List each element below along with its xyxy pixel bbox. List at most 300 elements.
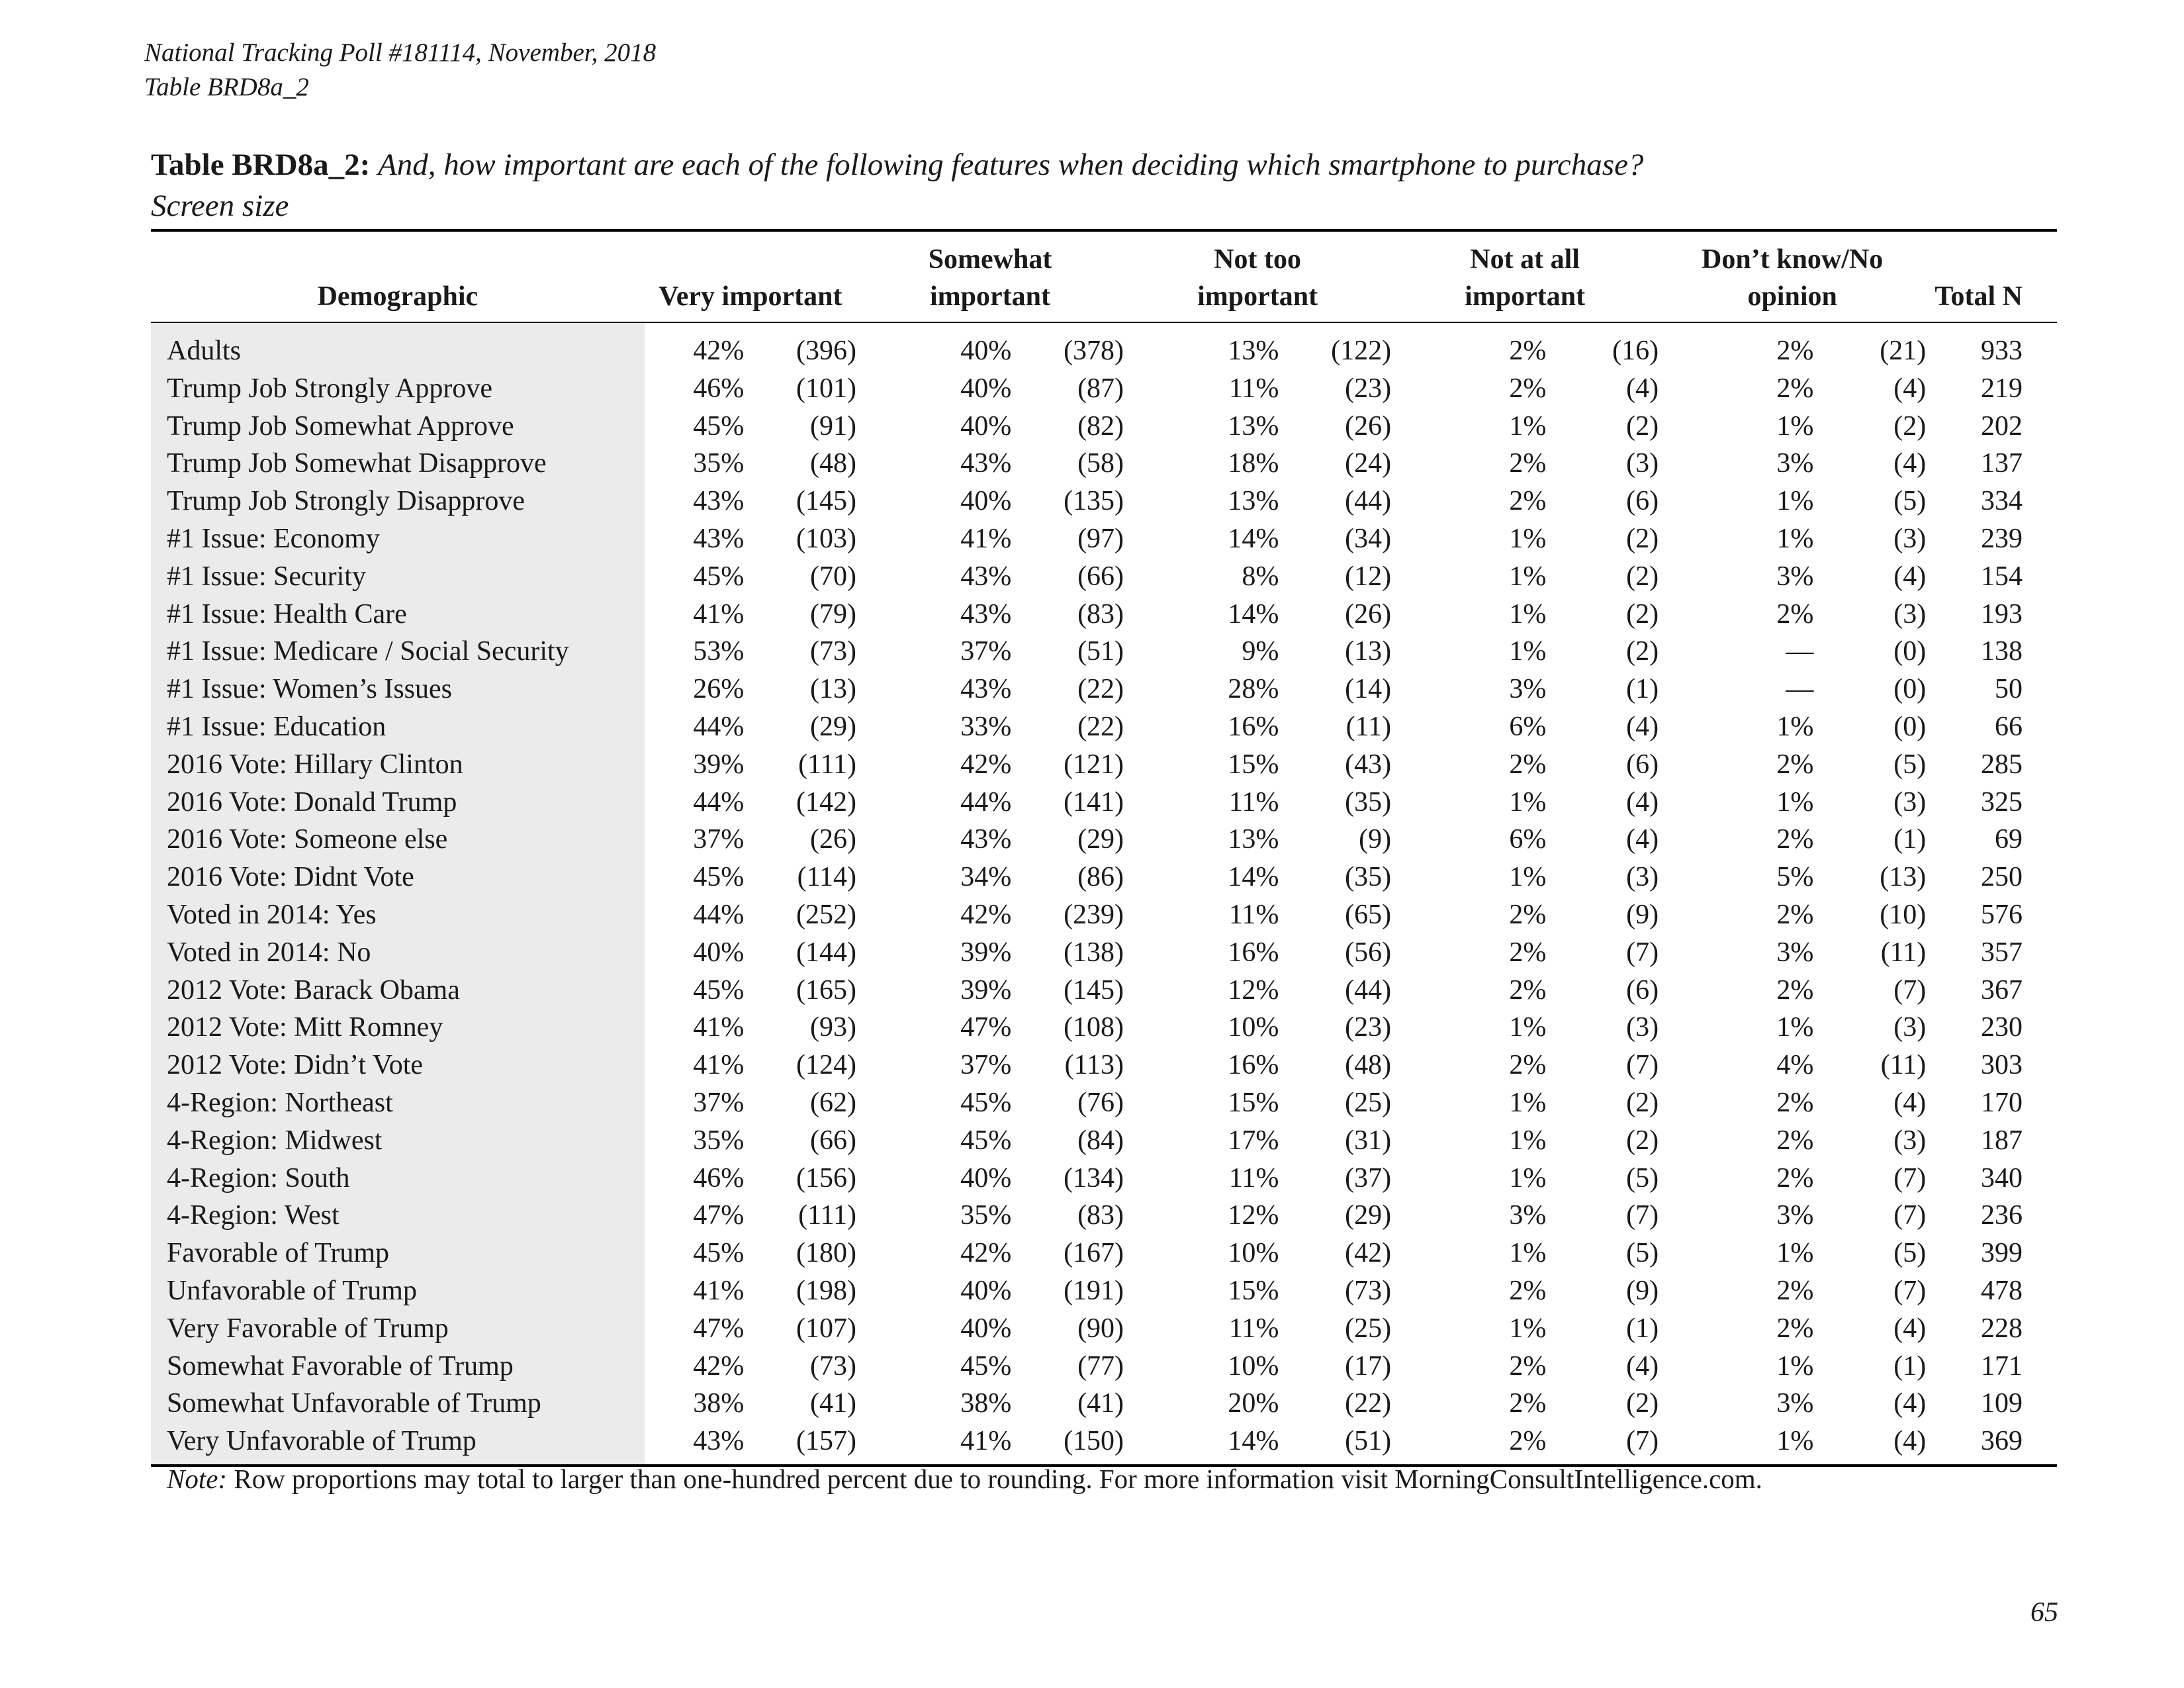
total-n-cell: 171 — [1981, 1350, 2023, 1382]
demographic-cell: 2012 Vote: Didn’t Vote — [151, 1047, 645, 1084]
not-too-important-count: (17) — [1345, 1350, 1392, 1382]
total-n-cell: 369 — [1981, 1426, 2023, 1457]
very-important-count: (144) — [796, 937, 856, 968]
table-row — [151, 1047, 2057, 1084]
table-row — [151, 1348, 2057, 1385]
dont-know-pct: 2% — [1776, 336, 1814, 366]
demographic-cell: 4-Region: Midwest — [151, 1122, 645, 1160]
dont-know-count: (5) — [1893, 486, 1927, 517]
somewhat-important-pct: 40% — [960, 486, 1012, 517]
not-too-important-pct: 13% — [1228, 336, 1279, 366]
total-n-cell: 367 — [1981, 974, 2023, 1006]
total-n-cell: 187 — [1981, 1125, 2023, 1156]
not-too-important-count: (9) — [1359, 824, 1392, 855]
not-too-important-count: (25) — [1345, 1087, 1392, 1118]
not-at-all-important-count: (7) — [1626, 937, 1659, 968]
not-at-all-important-count: (2) — [1626, 523, 1659, 554]
somewhat-important-pct: 43% — [960, 448, 1012, 479]
total-n-cell: 303 — [1981, 1050, 2023, 1081]
dont-know-count: (0) — [1893, 674, 1927, 705]
not-at-all-important-pct: 2% — [1509, 486, 1547, 517]
total-n-cell: 325 — [1981, 786, 2023, 818]
not-too-important-pct: 14% — [1228, 1426, 1279, 1457]
very-important-count: (29) — [810, 711, 856, 742]
somewhat-important-count: (82) — [1077, 410, 1124, 442]
somewhat-important-count: (87) — [1077, 373, 1124, 404]
somewhat-important-pct: 40% — [960, 1162, 1012, 1194]
demographic-cell: Adults — [151, 322, 645, 370]
not-too-important-pct: 12% — [1228, 1200, 1279, 1231]
not-at-all-important-count: (2) — [1626, 1125, 1659, 1156]
very-important-pct: 44% — [693, 711, 745, 742]
very-important-count: (124) — [796, 1050, 856, 1081]
table-row — [151, 596, 2057, 633]
table-row — [151, 708, 2057, 746]
very-important-pct: 40% — [693, 937, 745, 968]
very-important-count: (111) — [798, 1200, 856, 1231]
dont-know-pct: 2% — [1776, 1313, 1814, 1344]
not-too-important-pct: 11% — [1228, 786, 1279, 818]
not-too-important-pct: 15% — [1228, 1275, 1279, 1306]
not-too-important-count: (122) — [1331, 336, 1392, 366]
very-important-pct: 35% — [693, 1125, 745, 1156]
total-n-cell: 334 — [1981, 486, 2023, 517]
not-at-all-important-count: (5) — [1626, 1238, 1659, 1269]
not-too-important-pct: 9% — [1242, 636, 1279, 667]
somewhat-important-count: (378) — [1064, 336, 1124, 366]
dont-know-count: (7) — [1893, 1200, 1927, 1231]
very-important-pct: 42% — [693, 336, 745, 366]
very-important-pct: 42% — [693, 1350, 745, 1382]
somewhat-important-pct: 43% — [960, 561, 1012, 592]
not-at-all-important-pct: 2% — [1509, 1426, 1547, 1457]
dont-know-count: (4) — [1893, 1313, 1927, 1344]
somewhat-important-count: (121) — [1064, 749, 1124, 780]
dont-know-count: (3) — [1893, 1125, 1927, 1156]
dont-know-pct: 3% — [1776, 1388, 1814, 1419]
dont-know-pct: 3% — [1776, 561, 1814, 592]
somewhat-important-count: (41) — [1077, 1388, 1124, 1419]
not-too-important-pct: 16% — [1228, 937, 1279, 968]
not-at-all-important-pct: 1% — [1509, 523, 1547, 554]
somewhat-important-pct: 47% — [960, 1012, 1012, 1043]
demographic-cell: #1 Issue: Medicare / Social Security — [151, 633, 645, 671]
somewhat-important-count: (86) — [1077, 862, 1124, 893]
not-at-all-important-pct: 2% — [1509, 749, 1547, 780]
not-too-important-count: (12) — [1345, 561, 1392, 592]
not-at-all-important-count: (9) — [1626, 1275, 1659, 1306]
somewhat-important-count: (22) — [1077, 711, 1124, 742]
total-n-cell: 478 — [1981, 1275, 2023, 1306]
dont-know-pct: 2% — [1776, 1275, 1814, 1306]
not-too-important-pct: 15% — [1228, 749, 1279, 780]
very-important-pct: 45% — [693, 862, 745, 893]
very-important-count: (156) — [796, 1162, 856, 1194]
not-at-all-important-count: (4) — [1626, 711, 1659, 742]
table-row — [151, 1272, 2057, 1310]
table-title — [151, 144, 2057, 226]
very-important-count: (91) — [810, 410, 856, 442]
dont-know-pct: 2% — [1776, 974, 1814, 1006]
demographic-cell: 2016 Vote: Didnt Vote — [151, 859, 645, 896]
dont-know-count: (2) — [1893, 410, 1927, 442]
not-at-all-important-pct: 2% — [1509, 373, 1547, 404]
dont-know-count: (4) — [1893, 448, 1927, 479]
table-row — [151, 1385, 2057, 1423]
dont-know-pct: 3% — [1776, 1200, 1814, 1231]
dont-know-pct: 1% — [1776, 523, 1814, 554]
not-too-important-count: (73) — [1345, 1275, 1392, 1306]
not-at-all-important-count: (4) — [1626, 373, 1659, 404]
very-important-pct: 44% — [693, 786, 745, 818]
somewhat-important-pct: 37% — [960, 636, 1012, 667]
not-at-all-important-count: (3) — [1626, 448, 1659, 479]
table-row — [151, 1122, 2057, 1160]
very-important-pct: 37% — [693, 824, 745, 855]
not-too-important-count: (26) — [1345, 410, 1392, 442]
col-header-somewhat-important: Somewhat important — [928, 244, 1052, 312]
not-too-important-pct: 18% — [1228, 448, 1279, 479]
dont-know-count: (21) — [1880, 336, 1927, 366]
not-too-important-count: (43) — [1345, 749, 1392, 780]
demographic-cell: Very Favorable of Trump — [151, 1310, 645, 1348]
somewhat-important-count: (58) — [1077, 448, 1124, 479]
dont-know-count: (0) — [1893, 636, 1927, 667]
not-too-important-pct: 10% — [1228, 1350, 1279, 1382]
very-important-pct: 45% — [693, 974, 745, 1006]
demographic-cell: #1 Issue: Economy — [151, 520, 645, 558]
not-too-important-count: (65) — [1345, 899, 1392, 930]
somewhat-important-count: (150) — [1064, 1426, 1124, 1457]
not-at-all-important-pct: 1% — [1509, 1313, 1547, 1344]
not-at-all-important-pct: 1% — [1509, 598, 1547, 630]
total-n-cell: 50 — [1995, 674, 2023, 705]
demographic-cell: Very Unfavorable of Trump — [151, 1423, 645, 1466]
very-important-count: (111) — [798, 749, 856, 780]
very-important-count: (252) — [796, 899, 856, 930]
not-too-important-count: (23) — [1345, 1012, 1392, 1043]
dont-know-pct: 3% — [1776, 448, 1814, 479]
dont-know-pct: 2% — [1776, 824, 1814, 855]
somewhat-important-count: (22) — [1077, 674, 1124, 705]
demographic-cell: #1 Issue: Education — [151, 708, 645, 746]
table-row — [151, 1235, 2057, 1272]
header-row — [151, 230, 2057, 322]
not-at-all-important-pct: 3% — [1509, 1200, 1547, 1231]
not-too-important-count: (31) — [1345, 1125, 1392, 1156]
not-too-important-pct: 14% — [1228, 523, 1279, 554]
not-at-all-important-pct: 2% — [1509, 1388, 1547, 1419]
table-row — [151, 520, 2057, 558]
not-at-all-important-pct: 2% — [1509, 937, 1547, 968]
total-n-cell: 154 — [1981, 561, 2023, 592]
not-at-all-important-pct: 1% — [1509, 410, 1547, 442]
demographic-cell: #1 Issue: Health Care — [151, 596, 645, 633]
not-too-important-count: (14) — [1345, 674, 1392, 705]
total-n-cell: 138 — [1981, 636, 2023, 667]
very-important-pct: 43% — [693, 486, 745, 517]
col-header-dont-know: Don’t know/No opinion — [1702, 244, 1884, 312]
very-important-pct: 46% — [693, 1162, 745, 1194]
somewhat-important-pct: 35% — [960, 1200, 1012, 1231]
somewhat-important-pct: 44% — [960, 786, 1012, 818]
very-important-count: (142) — [796, 786, 856, 818]
not-at-all-important-pct: 2% — [1509, 899, 1547, 930]
somewhat-important-pct: 43% — [960, 674, 1012, 705]
very-important-pct: 26% — [693, 674, 745, 705]
somewhat-important-count: (97) — [1077, 523, 1124, 554]
not-at-all-important-pct: 2% — [1509, 1275, 1547, 1306]
dont-know-pct: 1% — [1776, 711, 1814, 742]
not-at-all-important-count: (6) — [1626, 749, 1659, 780]
dont-know-count: (7) — [1893, 1162, 1927, 1194]
not-too-important-pct: 8% — [1242, 561, 1279, 592]
somewhat-important-pct: 40% — [960, 373, 1012, 404]
dont-know-count: (7) — [1893, 974, 1927, 1006]
very-important-count: (73) — [810, 1350, 856, 1382]
somewhat-important-pct: 40% — [960, 1275, 1012, 1306]
not-at-all-important-count: (4) — [1626, 786, 1659, 818]
somewhat-important-pct: 43% — [960, 824, 1012, 855]
not-at-all-important-count: (2) — [1626, 1388, 1659, 1419]
not-at-all-important-count: (2) — [1626, 636, 1659, 667]
demographic-cell: 2012 Vote: Mitt Romney — [151, 1009, 645, 1047]
not-at-all-important-pct: 1% — [1509, 636, 1547, 667]
not-at-all-important-count: (16) — [1612, 336, 1659, 366]
not-too-important-pct: 10% — [1228, 1238, 1279, 1269]
not-too-important-pct: 13% — [1228, 410, 1279, 442]
very-important-pct: 39% — [693, 749, 745, 780]
somewhat-important-count: (90) — [1077, 1313, 1124, 1344]
table-row — [151, 445, 2057, 483]
somewhat-important-pct: 42% — [960, 749, 1012, 780]
very-important-count: (41) — [810, 1388, 856, 1419]
very-important-count: (180) — [796, 1238, 856, 1269]
dont-know-count: (11) — [1880, 1050, 1927, 1081]
not-too-important-count: (56) — [1345, 937, 1392, 968]
not-too-important-pct: 20% — [1228, 1388, 1279, 1419]
crosstab-table — [151, 229, 2057, 1467]
not-too-important-count: (42) — [1345, 1238, 1392, 1269]
somewhat-important-count: (167) — [1064, 1238, 1124, 1269]
table-row — [151, 896, 2057, 934]
somewhat-important-count: (113) — [1064, 1050, 1124, 1081]
not-too-important-count: (11) — [1345, 711, 1392, 742]
somewhat-important-count: (83) — [1077, 598, 1124, 630]
dont-know-pct: 4% — [1776, 1050, 1814, 1081]
somewhat-important-pct: 43% — [960, 598, 1012, 630]
very-important-pct: 43% — [693, 523, 745, 554]
table-row — [151, 558, 2057, 596]
somewhat-important-count: (135) — [1064, 486, 1124, 517]
total-n-cell: 69 — [1995, 824, 2023, 855]
not-at-all-important-count: (2) — [1626, 561, 1659, 592]
not-at-all-important-count: (7) — [1626, 1050, 1659, 1081]
dont-know-count: (4) — [1893, 1426, 1927, 1457]
table-title-label: Table BRD8a_2: — [151, 148, 371, 182]
dont-know-count: (3) — [1893, 523, 1927, 554]
dont-know-count: (4) — [1893, 561, 1927, 592]
somewhat-important-count: (138) — [1064, 937, 1124, 968]
not-at-all-important-count: (6) — [1626, 486, 1659, 517]
table-row — [151, 1197, 2057, 1235]
very-important-pct: 35% — [693, 448, 745, 479]
somewhat-important-pct: 42% — [960, 1238, 1012, 1269]
not-too-important-pct: 11% — [1228, 1162, 1279, 1194]
somewhat-important-pct: 39% — [960, 937, 1012, 968]
table-row — [151, 972, 2057, 1009]
demographic-cell: Voted in 2014: Yes — [151, 896, 645, 934]
dont-know-pct: 2% — [1776, 598, 1814, 630]
demographic-cell: 4-Region: West — [151, 1197, 645, 1235]
total-n-cell: 933 — [1981, 336, 2023, 366]
very-important-pct: 47% — [693, 1313, 745, 1344]
very-important-count: (145) — [796, 486, 856, 517]
not-at-all-important-pct: 1% — [1509, 1162, 1547, 1194]
not-too-important-pct: 10% — [1228, 1012, 1279, 1043]
table-row — [151, 1009, 2057, 1047]
table-row — [151, 370, 2057, 408]
demographic-cell: Favorable of Trump — [151, 1235, 645, 1272]
dont-know-pct: 2% — [1776, 1162, 1814, 1194]
not-too-important-count: (23) — [1345, 373, 1392, 404]
not-too-important-count: (48) — [1345, 1050, 1392, 1081]
not-at-all-important-count: (3) — [1626, 1012, 1659, 1043]
not-at-all-important-count: (2) — [1626, 598, 1659, 630]
not-at-all-important-pct: 2% — [1509, 1350, 1547, 1382]
somewhat-important-pct: 41% — [960, 1426, 1012, 1457]
not-too-important-count: (29) — [1345, 1200, 1392, 1231]
not-at-all-important-pct: 1% — [1509, 1087, 1547, 1118]
dont-know-pct: — — [1786, 674, 1814, 705]
very-important-pct: 41% — [693, 1275, 745, 1306]
not-too-important-count: (24) — [1345, 448, 1392, 479]
very-important-count: (79) — [810, 598, 856, 630]
very-important-count: (157) — [796, 1426, 856, 1457]
dont-know-pct: — — [1786, 636, 1814, 667]
somewhat-important-pct: 45% — [960, 1087, 1012, 1118]
total-n-cell: 239 — [1981, 523, 2023, 554]
dont-know-count: (7) — [1893, 1275, 1927, 1306]
col-header-total-n: Total N — [1934, 281, 2023, 312]
dont-know-pct: 1% — [1776, 1238, 1814, 1269]
poll-title: National Tracking Poll #181114, November, 2018 — [144, 38, 657, 67]
somewhat-important-pct: 37% — [960, 1050, 1012, 1081]
not-at-all-important-pct: 1% — [1509, 1125, 1547, 1156]
not-too-important-pct: 12% — [1228, 974, 1279, 1006]
dont-know-pct: 1% — [1776, 486, 1814, 517]
somewhat-important-count: (66) — [1077, 561, 1124, 592]
somewhat-important-pct: 40% — [960, 410, 1012, 442]
dont-know-pct: 1% — [1776, 410, 1814, 442]
not-too-important-pct: 13% — [1228, 824, 1279, 855]
dont-know-count: (1) — [1893, 1350, 1927, 1382]
total-n-cell: 66 — [1995, 711, 2023, 742]
not-at-all-important-pct: 1% — [1509, 862, 1547, 893]
table-row — [151, 408, 2057, 445]
total-n-cell: 219 — [1981, 373, 2023, 404]
very-important-count: (66) — [810, 1125, 856, 1156]
somewhat-important-pct: 45% — [960, 1125, 1012, 1156]
not-at-all-important-count: (5) — [1626, 1162, 1659, 1194]
dont-know-count: (4) — [1893, 1388, 1927, 1419]
total-n-cell: 399 — [1981, 1238, 2023, 1269]
table-row — [151, 1084, 2057, 1122]
col-header-demographic: Demographic — [317, 281, 478, 312]
not-at-all-important-pct: 6% — [1509, 711, 1547, 742]
somewhat-important-pct: 38% — [960, 1388, 1012, 1419]
table-question: And, how important are each of the following features when deciding which smartphone to purchase? — [377, 148, 1644, 182]
very-important-count: (48) — [810, 448, 856, 479]
not-at-all-important-count: (1) — [1626, 1313, 1659, 1344]
table-row — [151, 483, 2057, 520]
dont-know-count: (1) — [1893, 824, 1927, 855]
not-too-important-pct: 14% — [1228, 598, 1279, 630]
not-at-all-important-count: (9) — [1626, 899, 1659, 930]
very-important-count: (101) — [796, 373, 856, 404]
dont-know-pct: 2% — [1776, 1087, 1814, 1118]
table-row — [151, 821, 2057, 859]
dont-know-count: (5) — [1893, 749, 1927, 780]
somewhat-important-pct: 39% — [960, 974, 1012, 1006]
very-important-count: (198) — [796, 1275, 856, 1306]
not-at-all-important-pct: 2% — [1509, 1050, 1547, 1081]
table-row — [151, 859, 2057, 896]
not-too-important-pct: 11% — [1228, 373, 1279, 404]
not-at-all-important-pct: 1% — [1509, 561, 1547, 592]
dont-know-count: (13) — [1880, 862, 1927, 893]
not-too-important-pct: 11% — [1228, 1313, 1279, 1344]
not-at-all-important-count: (4) — [1626, 1350, 1659, 1382]
demographic-cell: Trump Job Somewhat Approve — [151, 408, 645, 445]
dont-know-count: (0) — [1893, 711, 1927, 742]
not-too-important-count: (44) — [1345, 974, 1392, 1006]
very-important-pct: 45% — [693, 1238, 745, 1269]
very-important-pct: 43% — [693, 1426, 745, 1457]
not-at-all-important-count: (3) — [1626, 862, 1659, 893]
somewhat-important-pct: 33% — [960, 711, 1012, 742]
table-row — [151, 784, 2057, 821]
not-at-all-important-count: (4) — [1626, 824, 1659, 855]
very-important-count: (114) — [797, 862, 856, 893]
not-at-all-important-count: (1) — [1626, 674, 1659, 705]
very-important-count: (13) — [810, 674, 856, 705]
not-too-important-count: (13) — [1345, 636, 1392, 667]
table-row — [151, 633, 2057, 671]
total-n-cell: 285 — [1981, 749, 2023, 780]
table-row — [151, 322, 2057, 370]
dont-know-count: (11) — [1880, 937, 1927, 968]
somewhat-important-pct: 40% — [960, 1313, 1012, 1344]
demographic-cell: Voted in 2014: No — [151, 934, 645, 972]
not-at-all-important-pct: 1% — [1509, 1012, 1547, 1043]
table-row — [151, 1160, 2057, 1197]
somewhat-important-count: (191) — [1064, 1275, 1124, 1306]
dont-know-pct: 1% — [1776, 786, 1814, 818]
dont-know-pct: 3% — [1776, 937, 1814, 968]
not-too-important-pct: 28% — [1228, 674, 1279, 705]
very-important-count: (93) — [810, 1012, 856, 1043]
demographic-cell: 2016 Vote: Donald Trump — [151, 784, 645, 821]
col-header-very-important: Very important — [659, 281, 842, 312]
demographic-cell: 2012 Vote: Barack Obama — [151, 972, 645, 1009]
total-n-cell: 357 — [1981, 937, 2023, 968]
dont-know-pct: 1% — [1776, 1012, 1814, 1043]
not-too-important-count: (25) — [1345, 1313, 1392, 1344]
dont-know-pct: 1% — [1776, 1350, 1814, 1382]
table-row — [151, 1310, 2057, 1348]
not-too-important-count: (35) — [1345, 862, 1392, 893]
